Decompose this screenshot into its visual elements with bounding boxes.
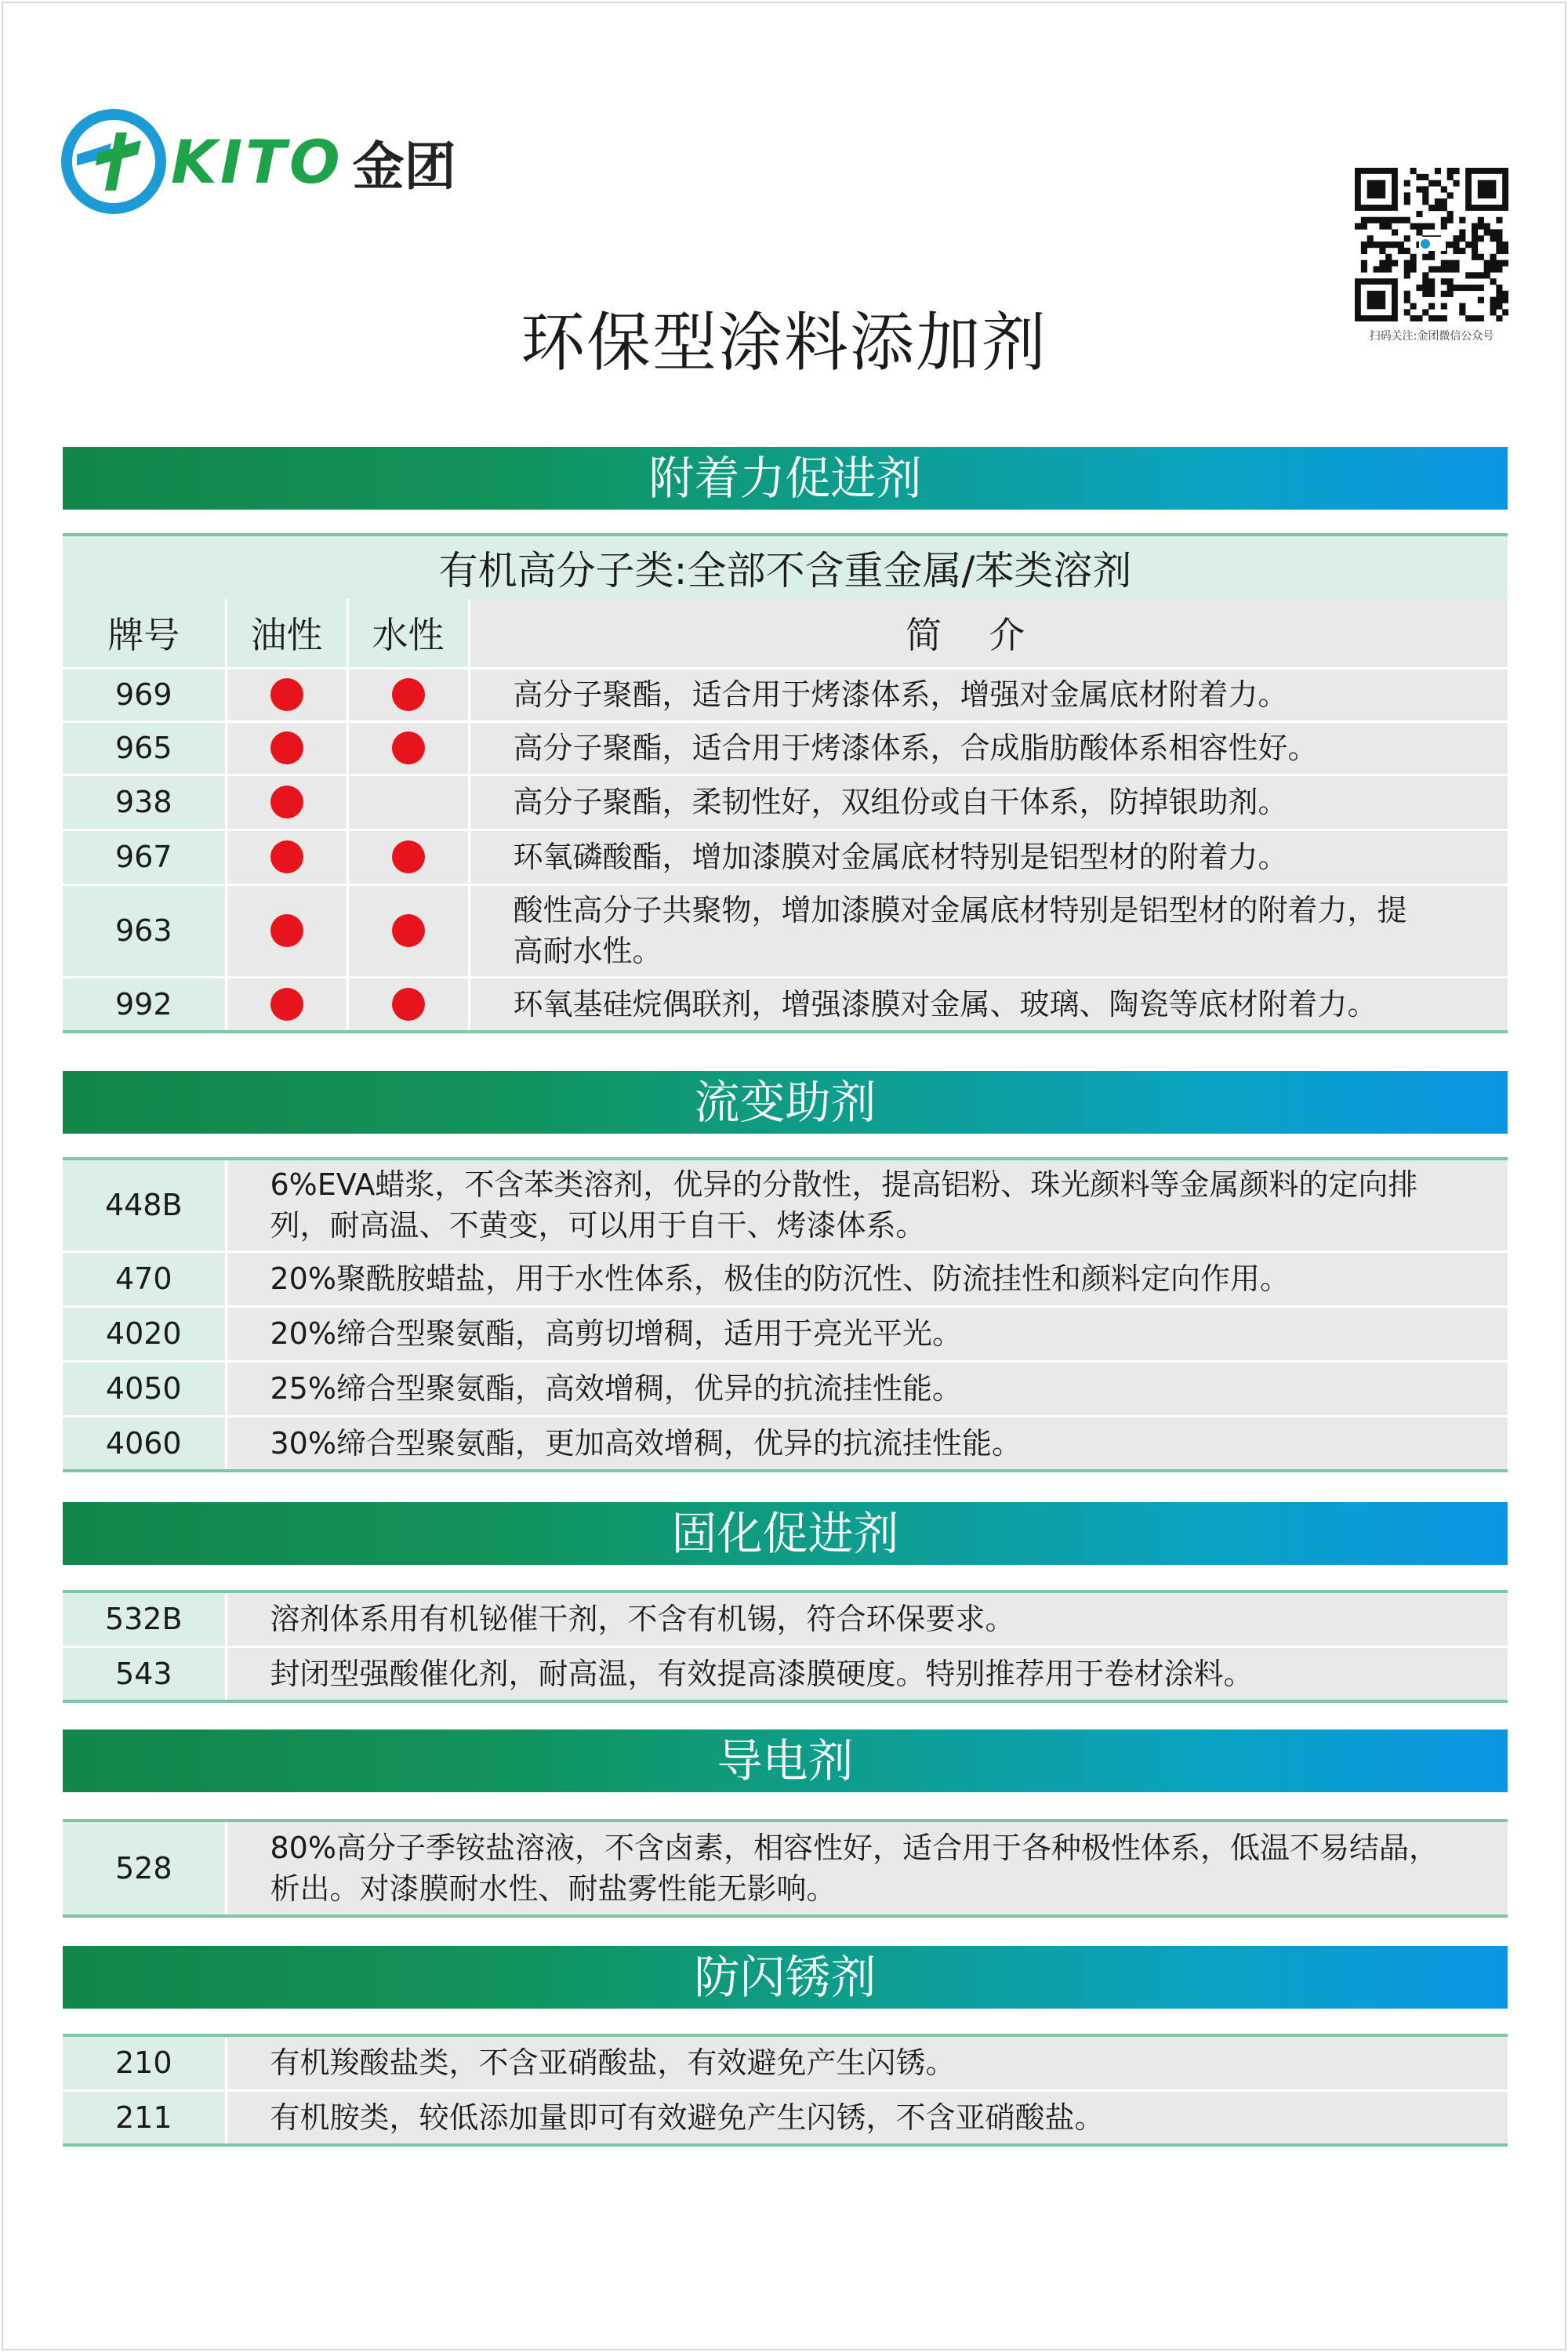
product-code: 211	[63, 2090, 226, 2145]
table-row	[63, 977, 1508, 1032]
product-code: 965	[63, 721, 226, 775]
col-header-water: 水性	[347, 599, 469, 668]
curing-table	[63, 1590, 1508, 1703]
oil-cell	[226, 829, 347, 884]
table-row	[63, 721, 1508, 775]
section-banner-conductive: 导电剂	[63, 1730, 1508, 1792]
product-desc: 酸性高分子共聚物，增加漆膜对金属底材特别是铝型材的附着力，提高耐水性。	[469, 884, 1508, 977]
product-desc: 6%EVA蜡浆，不含苯类溶剂，优异的分散性，提高铝粉、珠光颜料等金属颜料的定向排列，耐高温、不黄变，可以用于自干、烤漆体系。	[226, 1159, 1508, 1251]
section-banner-antirust: 防闪锈剂	[63, 1946, 1508, 2009]
water-cell	[347, 884, 469, 977]
product-desc: 封闭型强酸催化剂，耐高温，有效提高漆膜硬度。特别推荐用于卷材涂料。	[226, 1646, 1508, 1701]
product-code: 963	[63, 884, 226, 977]
product-code: 4050	[63, 1361, 226, 1416]
product-desc: 环氧基硅烷偶联剂，增强漆膜对金属、玻璃、陶瓷等底材附着力。	[469, 977, 1508, 1032]
water-dot-icon	[392, 678, 425, 711]
product-desc: 环氧磷酸酯，增加漆膜对金属底材特别是铝型材的附着力。	[469, 829, 1508, 884]
table-row	[63, 668, 1508, 721]
table-row	[63, 829, 1508, 884]
conductive-table	[63, 1819, 1508, 1918]
adhesion-header-row	[63, 599, 1508, 668]
product-code: 4060	[63, 1416, 226, 1471]
product-code: 448B	[63, 1159, 226, 1251]
table-row	[63, 2090, 1508, 2145]
oil-dot-icon	[270, 914, 303, 947]
adhesion-subheader-row	[63, 535, 1508, 599]
water-cell	[347, 977, 469, 1032]
water-cell	[347, 775, 469, 829]
product-desc: 20%缔合型聚氨酯，高剪切增稠，适用于亮光平光。	[226, 1306, 1508, 1361]
rheology-table	[63, 1157, 1508, 1472]
water-dot-icon	[392, 840, 425, 873]
product-desc: 有机胺类，较低添加量即可有效避免产生闪锈，不含亚硝酸盐。	[226, 2090, 1508, 2145]
product-desc: 高分子聚酯，柔韧性好，双组份或自干体系，防掉银助剂。	[469, 775, 1508, 829]
col-header-oil: 油性	[226, 599, 347, 668]
logo-text: KITO	[171, 126, 343, 197]
product-desc: 80%高分子季铵盐溶液，不含卤素，相容性好，适合用于各种极性体系，低温不易结晶，析出。对漆膜耐水性、耐盐雾性能无影响。	[226, 1820, 1508, 1916]
oil-cell	[226, 884, 347, 977]
product-desc: 溶剂体系用有机铋催干剂，不含有机锡，符合环保要求。	[226, 1592, 1508, 1646]
product-code: 470	[63, 1251, 226, 1306]
adhesion-subheading: 有机高分子类:全部不含重金属/苯类溶剂	[63, 535, 1508, 599]
water-cell	[347, 668, 469, 721]
section-banner-adhesion: 附着力促进剂	[63, 447, 1508, 510]
oil-cell	[226, 775, 347, 829]
water-dot-icon	[392, 731, 425, 764]
oil-dot-icon	[270, 678, 303, 711]
product-code: 543	[63, 1646, 226, 1701]
oil-cell	[226, 721, 347, 775]
table-row	[63, 884, 1508, 977]
product-desc: 20%聚酰胺蜡盐，用于水性体系，极佳的防沉性、防流挂性和颜料定向作用。	[226, 1251, 1508, 1306]
water-cell	[347, 829, 469, 884]
section-banner-rheology: 流变助剂	[63, 1071, 1508, 1134]
product-desc: 高分子聚酯，适合用于烤漆体系，增强对金属底材附着力。	[469, 668, 1508, 721]
product-code: 938	[63, 775, 226, 829]
table-row	[63, 1416, 1508, 1471]
table-row	[63, 1646, 1508, 1701]
logo-cn-text: 金团	[352, 136, 456, 197]
product-desc: 高分子聚酯，适合用于烤漆体系，合成脂肪酸体系相容性好。	[469, 721, 1508, 775]
table-row	[63, 1820, 1508, 1916]
oil-cell	[226, 977, 347, 1032]
oil-cell	[226, 668, 347, 721]
col-header-desc: 简介	[469, 599, 1508, 668]
oil-dot-icon	[270, 786, 303, 818]
oil-dot-icon	[270, 731, 303, 764]
table-row	[63, 1306, 1508, 1361]
product-code: 532B	[63, 1592, 226, 1646]
product-desc: 25%缔合型聚氨酯，高效增稠，优异的抗流挂性能。	[226, 1361, 1508, 1416]
adhesion-table	[63, 533, 1508, 1033]
product-code: 528	[63, 1820, 226, 1916]
col-header-code: 牌号	[63, 599, 226, 668]
qr-caption: 扫码关注:金团微信公众号	[1369, 330, 1494, 343]
section-banner-curing: 固化促进剂	[63, 1502, 1508, 1565]
table-row	[63, 1251, 1508, 1306]
oil-dot-icon	[270, 988, 303, 1021]
kito-logo-icon	[61, 109, 166, 214]
water-dot-icon	[392, 914, 425, 947]
product-code: 4020	[63, 1306, 226, 1361]
product-desc: 30%缔合型聚氨酯，更加高效增稠，优异的抗流挂性能。	[226, 1416, 1508, 1471]
table-row	[63, 1592, 1508, 1646]
page-title: 环保型涂料添加剂	[520, 306, 1047, 380]
product-desc: 有机羧酸盐类，不含亚硝酸盐，有效避免产生闪锈。	[226, 2035, 1508, 2090]
product-code: 969	[63, 668, 226, 721]
product-code: 210	[63, 2035, 226, 2090]
antirust-table	[63, 2034, 1508, 2147]
brand-logo	[61, 107, 456, 216]
table-row	[63, 1159, 1508, 1251]
table-row	[63, 775, 1508, 829]
table-row	[63, 2035, 1508, 2090]
water-cell	[347, 721, 469, 775]
table-row	[63, 1361, 1508, 1416]
water-dot-icon	[392, 988, 425, 1021]
oil-dot-icon	[270, 840, 303, 873]
product-code: 967	[63, 829, 226, 884]
product-code: 992	[63, 977, 226, 1032]
